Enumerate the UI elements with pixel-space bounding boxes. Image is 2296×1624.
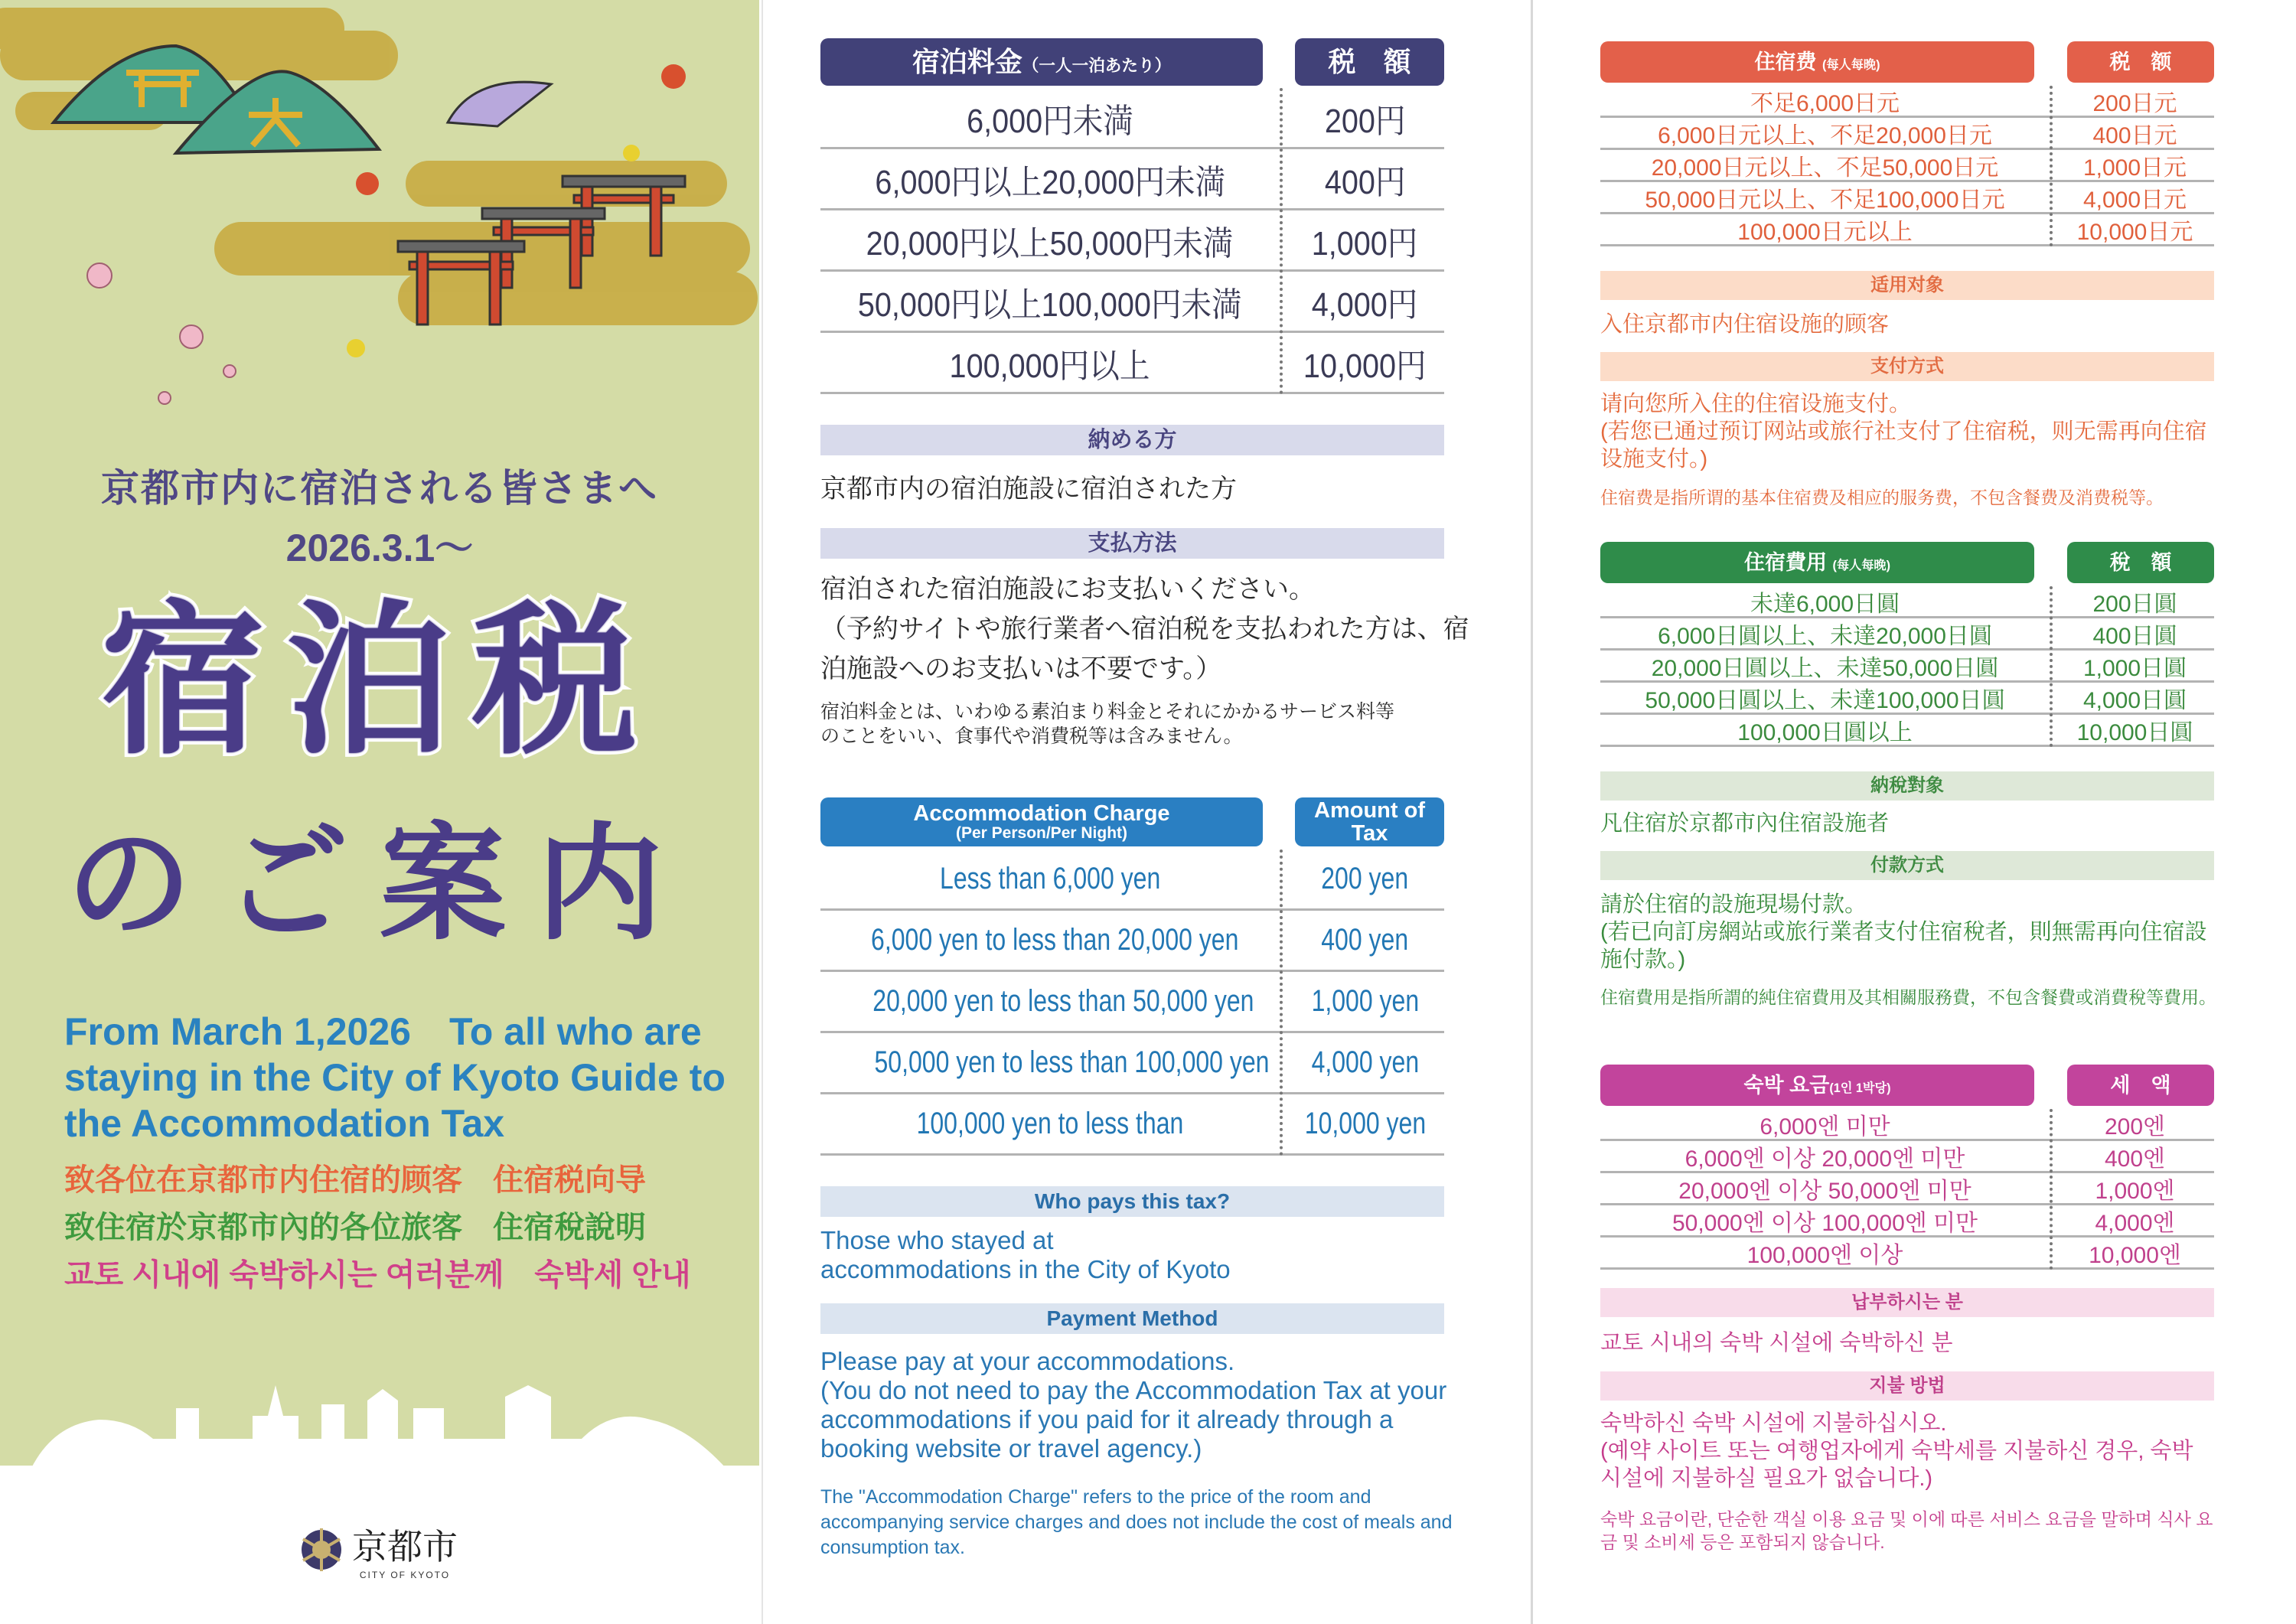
tax-cell-text: 10,000日元 [2076, 219, 2193, 245]
tax-header: 稅 額 [2067, 542, 2214, 583]
table-row [1600, 1205, 2214, 1238]
charge-header-note: (每人每晚) [1832, 558, 1891, 572]
cover-multilingual-titles [64, 1009, 749, 1293]
charge-cell-text: 6,000円以上20,000円未満 [875, 163, 1225, 201]
who-pays-text: 京都市内の宿泊施設に宿泊された方 [820, 474, 1237, 504]
charge-cell-text: 50,000日圓以上、未達100,000日圓 [1645, 687, 2005, 713]
table-row [1600, 586, 2214, 618]
tax-cell-text: 4,000 yen [1311, 1045, 1419, 1079]
tax-cell [2050, 681, 2214, 715]
table-row [1600, 651, 2214, 683]
charge-header-label: 宿泊料金 [912, 46, 1022, 78]
fan-icon [448, 82, 551, 126]
section-who-pays: Who pays this tax? [820, 1186, 1444, 1217]
table-body [820, 850, 1444, 1156]
logo-subtext: CITY OF KYOTO [359, 1570, 451, 1580]
tax-header: 税 额 [2067, 41, 2214, 83]
payment-method-text: Please pay at your accommodations. (You do not need to pay the Accommodation Tax at your accommodations if you paid for it already through a booking website or travel agency.) [820, 1347, 1447, 1463]
table-row [1600, 182, 2214, 214]
charge-cell-text: 100,000日元以上 [1737, 219, 1913, 245]
charge-cell [1600, 1140, 2050, 1173]
table-row [1600, 118, 2214, 150]
table-row [1600, 715, 2214, 747]
section-who-pays: 납부하시는 분 [1600, 1288, 2214, 1317]
cover-simplified-chinese: 致各位在京都市内住宿的顾客 住宿税向导 [64, 1163, 646, 1197]
charge-cell-text: 20,000日元以上、不足50,000日元 [1651, 155, 1999, 181]
charge-cell-text: 20,000円以上50,000円未満 [866, 224, 1234, 263]
tax-header: 税 額 [1295, 38, 1444, 86]
tax-cell [1280, 93, 1444, 142]
table-body [820, 88, 1444, 394]
who-pays-text: 入住京都市内住宿设施的顾客 [1600, 312, 1890, 337]
charge-cell-text: Less than 6,000 yen [939, 862, 1161, 895]
tax-header: 세 액 [2067, 1065, 2214, 1106]
table-row [820, 272, 1444, 333]
tax-cell-text: 200日元 [2092, 90, 2177, 116]
tax-cell-text: 400日圓 [2092, 623, 2177, 649]
tax-cell [1280, 1107, 1444, 1141]
section-who-pays: 納める方 [820, 425, 1444, 455]
tax-cell [2050, 1172, 2214, 1205]
charge-cell [820, 1107, 1280, 1141]
charge-cell [1600, 1204, 2050, 1238]
tax-cell [2050, 116, 2214, 150]
who-pays-text: Those who stayed at accommodations in the City of Kyoto [820, 1226, 1231, 1283]
table-body [1600, 86, 2214, 246]
charge-cell-text: 6,000日圓以上、未達20,000日圓 [1658, 623, 1992, 649]
tax-cell [2050, 585, 2214, 618]
charge-cell-text: 6,000엔 이상 20,000엔 미만 [1684, 1146, 1965, 1172]
cover-traditional-chinese: 致住宿於京都市內的各位旅客 住宿稅說明 [64, 1211, 646, 1244]
tax-cell-text: 1,000日圓 [2082, 655, 2187, 681]
charge-cell [820, 1045, 1280, 1080]
table-row [820, 850, 1444, 911]
charge-cell-text: 20,000 yen to less than 50,000 yen [872, 984, 1254, 1018]
tax-cell-text: 1,000円 [1312, 224, 1418, 263]
charge-definition-note: 住宿費用是指所謂的純住宿費用及其相關服務費，不包含餐費或消費稅等費用。 [1600, 987, 2216, 1007]
tax-cell-text: 400円 [1324, 163, 1406, 201]
tax-cell-text: 200日圓 [2092, 591, 2177, 617]
table-row [1600, 214, 2214, 246]
tax-cell-text: 400엔 [2104, 1146, 2166, 1172]
cover-subtitle: のご案内 [66, 814, 693, 954]
logo-text: 京都市 [352, 1526, 458, 1567]
charge-definition-note: The "Accommodation Charge" refers to the price of the room and accompanying service charges and does not include the cost of meals and consumption tax. [820, 1486, 1453, 1558]
charge-cell [1600, 681, 2050, 715]
charge-cell [1600, 116, 2050, 150]
table-row [1600, 618, 2214, 651]
tax-cell [1280, 155, 1444, 204]
charge-header-label: 住宿費用 [1743, 550, 1827, 574]
city-logo [298, 1519, 458, 1580]
payment-method-text: 숙박하신 숙박 시설에 지불하십시오. (예약 사이트 또는 여행업자에게 숙박세를 지불하신 경우, 숙박 시설에 지불하실 필요가 없습니다.) [1600, 1411, 2193, 1491]
tax-cell [2050, 1204, 2214, 1238]
japanese-english-panel [762, 0, 1531, 1624]
charge-cell-text: 100,000엔 이상 [1746, 1242, 1903, 1268]
charge-definition-note: 宿泊料金とは、いわゆる素泊まり料金とそれにかかるサービス料等 のことをいい、食事代や消費税等は含みません。 [820, 701, 1395, 747]
who-pays-text: 凡住宿於京都市內住宿設施者 [1600, 811, 1890, 836]
table-row [820, 1094, 1444, 1156]
tax-cell [2050, 1140, 2214, 1173]
tax-cell [2050, 148, 2214, 182]
tax-cell-text: 4,000엔 [2095, 1210, 2175, 1236]
tax-cell [1280, 216, 1444, 265]
charge-cell-text: 6,000엔 미만 [1760, 1114, 1890, 1140]
charge-cell [1600, 1107, 2050, 1141]
tax-cell [1280, 862, 1444, 896]
charge-cell [820, 984, 1280, 1019]
cover-panel [0, 0, 759, 1624]
charge-cell-text: 6,000 yen to less than 20,000 yen [871, 923, 1239, 957]
charge-cell [1600, 713, 2050, 747]
table-row [1600, 1141, 2214, 1173]
charge-cell [1600, 84, 2050, 118]
table-row [1600, 1173, 2214, 1205]
tax-cell-text: 400日元 [2092, 122, 2177, 148]
charge-cell [1600, 1172, 2050, 1205]
section-payment-method: 지불 방법 [1600, 1371, 2214, 1401]
tax-cell [2050, 713, 2214, 747]
charge-header [820, 38, 1263, 86]
tax-cell-text: 400 yen [1321, 923, 1409, 957]
charge-header-note: （一人一泊あたり） [1022, 56, 1172, 76]
table-row [820, 210, 1444, 272]
tax-cell [2050, 1107, 2214, 1141]
cover-english-title: From March 1,2026 To all who are staying in the City of Kyoto Guide to the Accommodation Tax [64, 1010, 726, 1145]
tax-cell-text: 4,000日圓 [2082, 687, 2187, 713]
tax-cell [1280, 984, 1444, 1019]
charge-header [820, 797, 1263, 846]
table-row [1600, 86, 2214, 118]
tax-cell-text: 1,000 yen [1311, 984, 1419, 1018]
cover-headline: 京都市内に宿泊される皆さまへ [101, 467, 658, 510]
tax-cell [1280, 1045, 1444, 1080]
table-row [1600, 683, 2214, 715]
section-who-pays: 适用对象 [1600, 271, 2214, 300]
charge-cell-text: 未達6,000日圓 [1750, 591, 1900, 617]
charge-cell-text: 50,000엔 이상 100,000엔 미만 [1671, 1210, 1978, 1236]
charge-header-note: (1인 1박당) [1829, 1081, 1891, 1095]
tax-cell [2050, 1236, 2214, 1270]
charge-header [1600, 542, 2034, 583]
charge-definition-note: 숙박 요금이란, 단순한 객실 이용 요금 및 이에 따른 서비스 요금을 말하며 식사 요금 및 소비세 등은 포함되지 않습니다. [1600, 1509, 2213, 1552]
charge-header-label: 住宿费 [1754, 50, 1817, 73]
charge-cell [1600, 617, 2050, 651]
section-who-pays: 納稅對象 [1600, 771, 2214, 801]
table-row [820, 911, 1444, 972]
table-row [1600, 150, 2214, 182]
charge-cell [1600, 1236, 2050, 1270]
charge-cell-text: 100,000日圓以上 [1737, 719, 1913, 745]
charge-cell-text: 50,000 yen to less than 100,000 yen [874, 1045, 1270, 1079]
charge-cell-text: 100,000 yen to less than [916, 1107, 1184, 1140]
tax-cell-text: 10,000 yen [1304, 1107, 1426, 1140]
skyline-illustration [0, 1385, 759, 1469]
charge-cell [820, 216, 1280, 265]
tax-header: Amount of Tax [1295, 797, 1444, 846]
tax-cell-text: 4,000円 [1312, 285, 1418, 324]
cover-korean: 교토 시내에 숙박하시는 여러분께 숙박세 안내 [64, 1258, 691, 1292]
table-row [820, 333, 1444, 394]
tax-cell [1280, 923, 1444, 957]
tax-cell [2050, 181, 2214, 214]
charge-cell-text: 20,000엔 이상 50,000엔 미만 [1678, 1178, 1971, 1204]
table-row [820, 1033, 1444, 1094]
charge-cell-text: 6,000円未満 [967, 102, 1133, 140]
sakura-petal-icon [87, 263, 236, 404]
cover-title: 宿泊税 [100, 589, 659, 773]
section-payment-method: 付款方式 [1600, 851, 2214, 880]
section-payment-method: 支払方法 [820, 528, 1444, 559]
charge-cell [820, 155, 1280, 204]
tax-cell [2050, 213, 2214, 246]
table-row [1600, 1238, 2214, 1270]
chinese-korean-panel [1531, 0, 2296, 1624]
tax-cell-text: 200 yen [1321, 862, 1409, 895]
charge-cell [820, 338, 1280, 387]
cover-date: 2026.3.1～ [285, 527, 474, 569]
section-payment-method: Payment Method [820, 1303, 1444, 1334]
charge-header-note: (Per Person/Per Night) [955, 824, 1128, 843]
charge-definition-note: 住宿费是指所谓的基本住宿费及相应的服务费，不包含餐费及消费税等。 [1600, 488, 2164, 507]
charge-cell-text: 20,000日圓以上、未達50,000日圓 [1651, 655, 1999, 681]
charge-cell [1600, 181, 2050, 214]
kyoto-illustration [0, 0, 759, 459]
section-payment-method: 支付方式 [1600, 352, 2214, 381]
table-body [1600, 586, 2214, 747]
charge-cell [820, 93, 1280, 142]
tax-cell [1280, 277, 1444, 326]
charge-cell [820, 277, 1280, 326]
table-row [1600, 1109, 2214, 1141]
charge-cell [1600, 585, 2050, 618]
table-row [820, 88, 1444, 149]
table-row [820, 972, 1444, 1033]
charge-cell [820, 862, 1280, 896]
charge-cell [1600, 649, 2050, 683]
table-body [1600, 1109, 2214, 1270]
payment-method-text: 請於住宿的設施現場付款。 (若已向訂房網站或旅行業者支付住宿稅者，則無需再向住宿設施付款。) [1600, 892, 2207, 972]
tax-cell-text: 4,000日元 [2082, 187, 2187, 213]
charge-cell-text: 50,000円以上100,000円未満 [858, 285, 1242, 324]
charge-header [1600, 41, 2034, 83]
charge-cell-text: 6,000日元以上、不足20,000日元 [1658, 122, 1992, 148]
kyoto-emblem-icon [298, 1527, 344, 1573]
gold-cloud-icon [0, 8, 758, 325]
charge-cell-text: 100,000円以上 [950, 347, 1150, 385]
charge-header-note: (每人每晚) [1821, 57, 1880, 72]
tax-cell [1280, 338, 1444, 387]
tax-cell-text: 200엔 [2104, 1114, 2166, 1140]
tax-cell [2050, 84, 2214, 118]
charge-header-label: Accommodation Charge [913, 801, 1170, 826]
tax-cell [2050, 617, 2214, 651]
payment-method-text: 宿泊された宿泊施設にお支払いください。 （予約サイトや旅行業者へ宿泊税を支払われた方は、宿 泊施設へのお支払いは不要です。） [820, 575, 1469, 683]
tax-cell-text: 10,000日圓 [2076, 719, 2193, 745]
payment-method-text: 请向您所入住的住宿设施支付。 (若您已通过预订网站或旅行社支付了住宿税，则无需再向住宿设施支付。) [1600, 392, 2207, 471]
table-row [820, 149, 1444, 210]
tax-cell-text: 1,000日元 [2082, 155, 2187, 181]
tax-cell-text: 10,000엔 [2089, 1242, 2181, 1268]
tax-cell [2050, 649, 2214, 683]
charge-cell [820, 923, 1280, 957]
tax-cell-text: 10,000円 [1303, 347, 1427, 385]
who-pays-text: 교토 시내의 숙박 시설에 숙박하신 분 [1600, 1331, 1953, 1355]
charge-header [1600, 1065, 2034, 1106]
charge-cell-text: 50,000日元以上、不足100,000日元 [1645, 187, 2005, 213]
tax-cell-text: 200円 [1324, 102, 1406, 140]
charge-cell-text: 不足6,000日元 [1750, 90, 1900, 116]
tax-cell-text: 1,000엔 [2095, 1178, 2175, 1204]
charge-cell [1600, 213, 2050, 246]
charge-cell [1600, 148, 2050, 182]
charge-header-label: 숙박 요금 [1743, 1073, 1830, 1097]
